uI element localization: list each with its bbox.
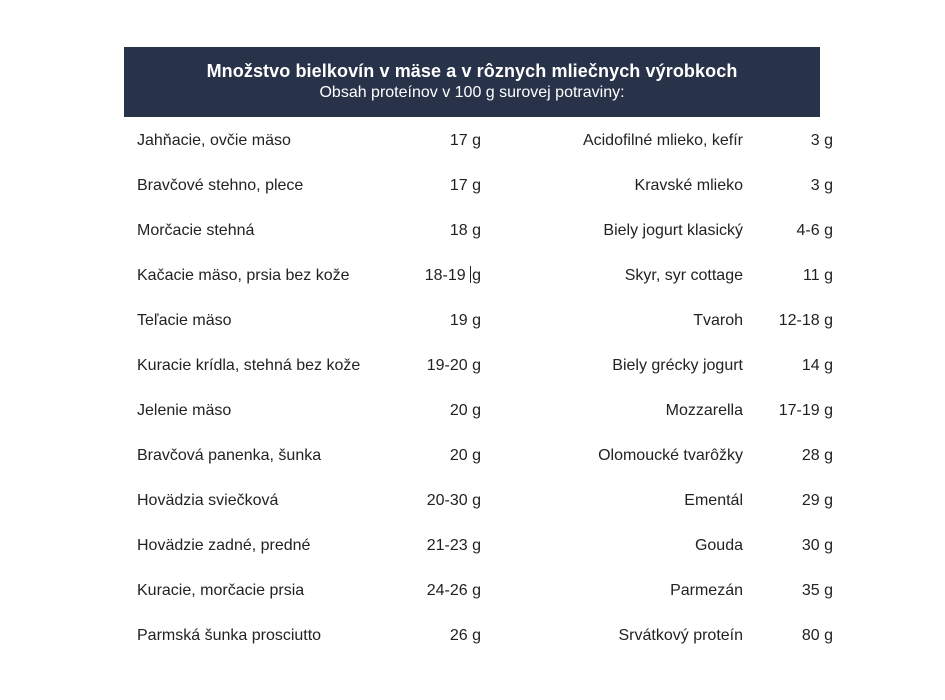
meat-name: Jahňacie, ovčie mäso xyxy=(137,131,291,149)
dairy-protein-value: 11 g xyxy=(803,266,833,284)
dairy-protein-value: 12-18 g xyxy=(778,311,833,329)
table-row xyxy=(124,388,833,433)
column-gap xyxy=(481,298,499,343)
dairy-name: Olomoucké tvarôžky xyxy=(598,446,743,464)
page-title: Množstvo bielkovín v mäse a v rôznych mliečnych výrobkoch xyxy=(206,61,738,81)
protein-table-body xyxy=(124,118,833,658)
meat-name: Kuracie, morčacie prsia xyxy=(137,581,305,599)
meat-name: Kuracie krídla, stehná bez kože xyxy=(137,356,361,374)
dairy-protein-value: 80 g xyxy=(801,626,833,644)
table-row xyxy=(124,118,833,163)
column-gap xyxy=(481,388,499,433)
dairy-name: Srvátkový proteín xyxy=(618,626,743,644)
column-gap xyxy=(481,253,499,298)
dairy-name: Tvaroh xyxy=(693,311,743,329)
meat-name: Kačacie mäso, prsia bez kože xyxy=(137,266,350,284)
column-gap xyxy=(481,343,499,388)
column-gap xyxy=(481,433,499,478)
meat-protein-value: 20 g xyxy=(449,446,481,464)
table-row xyxy=(124,253,833,298)
column-gap xyxy=(481,568,499,613)
table-row xyxy=(124,163,833,208)
meat-protein-value: 19 g xyxy=(449,311,481,329)
dairy-name: Mozzarella xyxy=(665,401,743,419)
dairy-name: Kravské mlieko xyxy=(634,176,743,194)
column-gap xyxy=(481,118,499,163)
meat-protein-value: 19-20 g xyxy=(426,356,481,374)
table-row xyxy=(124,343,833,388)
meat-name: Hovädzie zadné, predné xyxy=(137,536,311,554)
meat-protein-value: 20 g xyxy=(449,401,481,419)
column-gap xyxy=(481,613,499,658)
meat-protein-value: 18-19 g xyxy=(424,267,481,284)
column-gap xyxy=(481,208,499,253)
dairy-protein-value: 4-6 g xyxy=(796,221,833,239)
dairy-protein-value: 30 g xyxy=(801,536,833,554)
table-row xyxy=(124,298,833,343)
dairy-protein-value: 3 g xyxy=(810,131,833,149)
meat-protein-value: 24-26 g xyxy=(426,581,481,599)
column-gap xyxy=(481,163,499,208)
dairy-name: Acidofilné mlieko, kefír xyxy=(582,131,743,149)
meat-name: Bravčová panenka, šunka xyxy=(137,446,322,464)
dairy-name: Parmezán xyxy=(670,581,743,599)
meat-protein-value: 17 g xyxy=(449,176,481,194)
table-row xyxy=(124,568,833,613)
meat-name: Morčacie stehná xyxy=(137,221,255,239)
column-gap xyxy=(481,523,499,568)
dairy-protein-value: 3 g xyxy=(810,176,833,194)
meat-name: Hovädzia sviečková xyxy=(137,491,279,509)
table-row xyxy=(124,523,833,568)
dairy-protein-value: 35 g xyxy=(801,581,833,599)
meat-protein-value: 21-23 g xyxy=(426,536,481,554)
table-row xyxy=(124,433,833,478)
dairy-protein-value: 28 g xyxy=(801,446,833,464)
protein-table xyxy=(124,118,833,658)
dairy-protein-value: 14 g xyxy=(801,356,833,374)
column-gap xyxy=(481,478,499,523)
meat-name: Jelenie mäso xyxy=(137,401,232,419)
table-row xyxy=(124,208,833,253)
meat-name: Bravčové stehno, plece xyxy=(137,176,304,194)
table-row xyxy=(124,613,833,658)
dairy-name: Gouda xyxy=(694,536,743,554)
meat-protein-value: 26 g xyxy=(449,626,481,644)
dairy-protein-value: 29 g xyxy=(801,491,833,509)
text-cursor xyxy=(470,266,471,283)
page-subtitle: Obsah proteínov v 100 g surovej potraviny: xyxy=(319,84,625,101)
dairy-protein-value: 17-19 g xyxy=(778,401,833,419)
meat-name: Teľacie mäso xyxy=(137,311,232,329)
meat-protein-value: 17 g xyxy=(449,131,481,149)
meat-name: Parmská šunka prosciutto xyxy=(137,626,322,644)
meat-protein-value: 18 g xyxy=(449,221,481,239)
meat-protein-value: 20-30 g xyxy=(426,491,481,509)
table-header xyxy=(124,47,820,117)
dairy-name: Ementál xyxy=(684,491,743,509)
dairy-name: Skyr, syr cottage xyxy=(624,266,743,284)
dairy-name: Biely grécky jogurt xyxy=(612,356,743,374)
dairy-name: Biely jogurt klasický xyxy=(603,221,743,239)
table-row xyxy=(124,478,833,523)
